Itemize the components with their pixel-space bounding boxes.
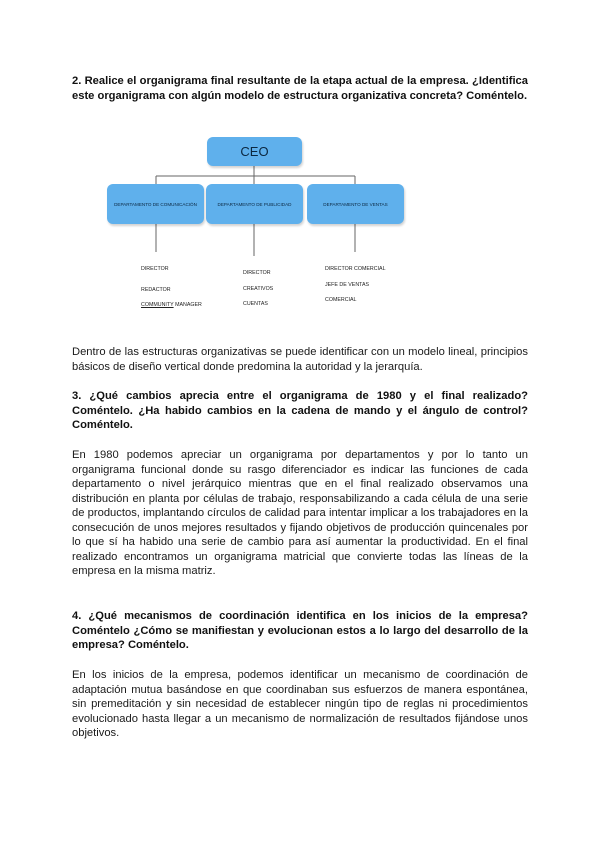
role-comm-director: DIRECTOR [141, 266, 169, 272]
answer-3-text: En 1980 podemos apreciar un organigrama por departamentos y por lo tanto un organigrama funcional donde su rasgo diferenciador es indicar las funciones de cada departamento o nivel jerárquico mientras que en el final realizado observamos una distribución en planta por células de trabajo, responsabilizando a cada célula de una serie de productos, implantando círculos de calidad para intentar implicar a los trabajadores en la consecución de unos mejores resultados y fijando objetivos de producción quincenales por lo que sí ha habido una serie de cambio para así aumentar la productividad. En el final realizado encontramos un organigrama matricial que convierte todas las líneas de la empresa en la misma matriz. [72, 449, 528, 577]
role-adv-director: DIRECTOR [243, 270, 271, 276]
role-comm-community-word: COMMUNITY [141, 302, 174, 308]
ceo-label: CEO [240, 144, 269, 159]
department-sales-box [307, 184, 404, 224]
role-sales-commercial-director: DIRECTOR COMERCIAL [325, 266, 386, 272]
department-communication-box [107, 184, 204, 224]
department-advertising-box [206, 184, 303, 224]
department-sales-label: DEPARTAMENTO DE VENTAS [323, 201, 388, 207]
question-4-heading: 4. ¿Qué mecanismos de coordinación identifica en los inicios de la empresa? Coméntelo ¿Cómo se manifiestan y evolucionan estos a lo largo del desarrollo de la empresa? Coméntelo. [72, 610, 528, 651]
answer-2-text: Dentro de las estructuras organizativas se puede identificar con un modelo lineal, principios básicos de diseño vertical donde predomina la autoridad y la jerarquía. [72, 346, 528, 373]
org-chart-connectors [0, 0, 600, 340]
role-comm-community-manager [141, 302, 202, 308]
department-advertising-label: DEPARTAMENTO DE PUBLICIDAD [217, 201, 292, 207]
role-sales-sales-manager: JEFE DE VENTAS [325, 282, 370, 288]
role-comm-manager-word: MANAGER [175, 302, 202, 308]
question-2-heading: 2. Realice el organigrama final resultante de la etapa actual de la empresa. ¿Identifica este organigrama con algún modelo de estructura organizativa concreta? Coméntelo. [72, 75, 528, 102]
role-comm-editor: REDACTOR [141, 287, 171, 293]
role-sales-salesperson: COMERCIAL [325, 297, 357, 303]
question-3-heading: 3. ¿Qué cambios aprecia entre el organigrama de 1980 y el final realizado? Coméntelo. ¿Ha habido cambios en la cadena de mando y el ángulo de control? Coméntelo. [72, 390, 528, 431]
answer-4-text: En los inicios de la empresa, podemos identificar un mecanismo de coordinación de adaptación mutua basándose en que coordinaban sus esfuerzos de manera espontánea, sin premeditación y sin necesidad de establecer ningún tipo de reglas ni procedimientos evolucionado hasta llegar a un mecanismo de normalización de resultados fijándose unos objetivos. [72, 669, 528, 739]
ceo-box [207, 137, 302, 166]
role-adv-creatives: CREATIVOS [243, 286, 274, 292]
department-communication-label: DEPARTAMENTO DE COMUNICACIÓN [114, 201, 197, 207]
role-adv-accounts: CUENTAS [243, 301, 268, 307]
